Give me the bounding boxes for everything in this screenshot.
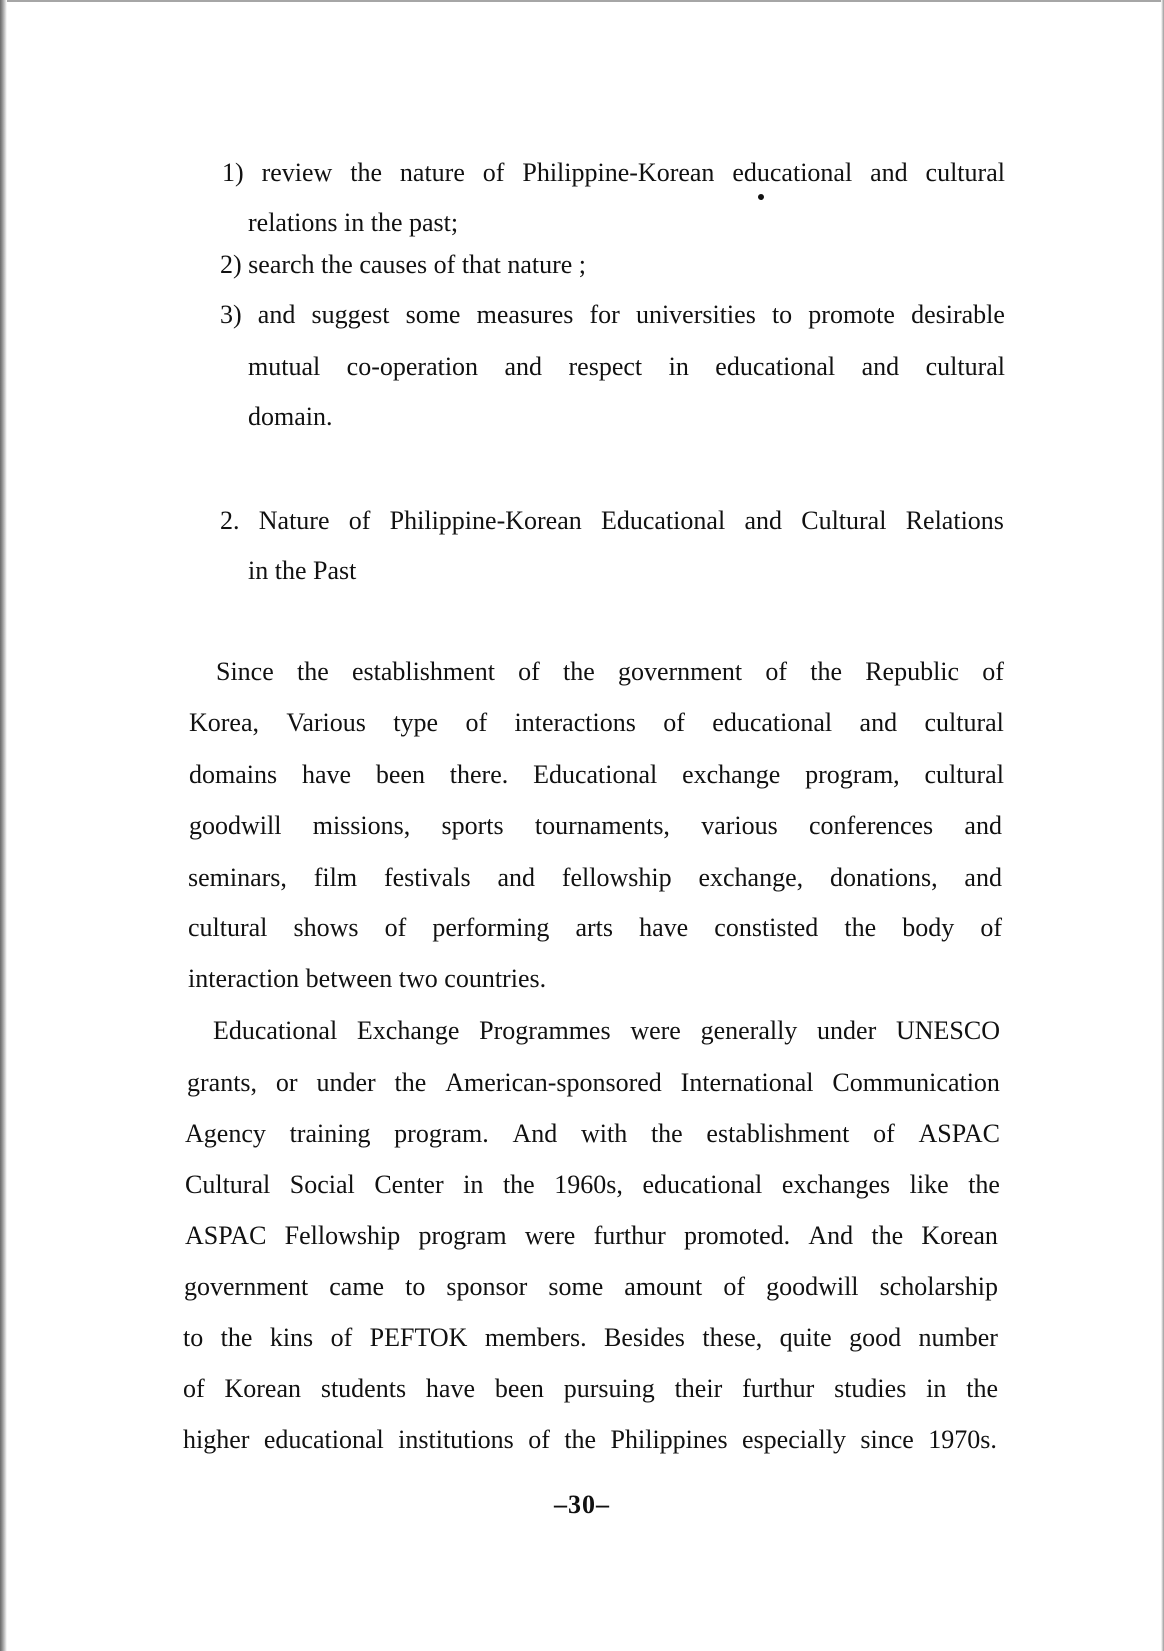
word: of [384,913,407,942]
word: educational [263,1425,384,1454]
word: Korean [921,1221,998,1250]
word: constisted [714,913,819,942]
word: under [316,1068,376,1097]
word: and [744,506,782,535]
word: cultural [188,913,268,942]
word: the [350,158,382,187]
word: film [313,863,358,892]
word: studies [834,1374,907,1403]
word: Exchange [356,1016,460,1045]
word: body [902,913,955,942]
section-heading-line-1 [220,506,1004,536]
word: in [668,352,689,381]
paragraph-2-line [185,1170,1000,1200]
word: Republic [865,657,960,686]
word: cultural [925,352,1005,381]
word: the [296,657,329,686]
word: 1970s. [928,1425,997,1454]
word: the [563,657,595,686]
word: Educational [601,506,726,535]
word: Social [289,1170,355,1199]
list-item-1-line-1 [222,158,1005,188]
word: and [859,708,898,737]
word: exchanges [781,1170,891,1199]
word: seminars, [188,863,287,892]
word: the [394,1068,427,1097]
word: educational [642,1170,763,1199]
word: especially [742,1425,846,1454]
paragraph-1-line [189,760,1004,790]
word: the [871,1221,904,1250]
word: Cultural [185,1170,271,1199]
word: of [528,1425,550,1454]
section-heading-line-2: in the Past [248,556,357,585]
word: to [771,300,793,329]
list-item-3-line-2 [248,352,1005,382]
word: grants, [187,1068,258,1097]
word: quite [779,1323,832,1352]
paragraph-2-line [185,1221,998,1251]
word: government [184,1272,309,1301]
word: UNESCO [895,1016,1000,1045]
word: and [504,352,543,381]
word: to [183,1323,204,1352]
word: good [849,1323,902,1352]
word: Since [216,657,274,686]
word: domains [189,760,278,789]
word: Besides [604,1323,685,1352]
word: establishment [351,657,495,686]
word: cultural [925,158,1005,187]
paragraph-1-line [188,913,1002,943]
word: And [512,1119,558,1148]
word: Communication [832,1068,1000,1097]
word: cultural [924,708,1004,737]
word: have [301,760,352,789]
word: Educational [533,760,658,789]
page-number: –30– [554,1490,610,1519]
word: review [261,158,333,187]
word: the [220,1323,253,1352]
paragraph-1-line [216,657,1004,687]
word: ASPAC [918,1119,1000,1148]
word: type [393,708,439,737]
word: their [674,1374,723,1403]
paragraph-2-line [187,1068,1000,1098]
word: furthur [593,1221,666,1250]
word: program, [805,760,900,789]
word: of [765,657,788,686]
list-item-1-line-2: relations in the past; [248,208,459,237]
word: American-sponsored [445,1068,662,1097]
list-item-2-line-1: 2) search the causes of that nature ; [220,250,587,279]
word: were [524,1221,576,1250]
word: in [463,1170,484,1199]
word: sponsor [446,1272,528,1301]
list-item-3-line-1 [220,300,1005,330]
word: goodwill [766,1272,859,1301]
word: of [873,1119,895,1148]
paragraph-2-line [183,1323,998,1353]
word: mutual [248,352,321,381]
word: been [375,760,425,789]
word: Korean [224,1374,302,1403]
word: performing [432,913,550,942]
word: scholarship [879,1272,998,1301]
paragraph-2-line [183,1425,997,1455]
word: 1) [222,158,244,187]
word: higher [183,1425,250,1454]
word: of [982,657,1004,686]
word: exchange, [698,863,804,892]
word: Educational [213,1016,338,1045]
word: 3) [220,300,242,329]
word: of [330,1323,353,1352]
word: desirable [911,300,1005,329]
word: PEFTOK [369,1323,468,1352]
word: some [405,300,461,329]
word: Various [286,708,366,737]
word: with [580,1119,628,1148]
word: the [502,1170,535,1199]
word: Korea, [189,708,260,737]
word: Philippine-Korean [522,158,715,187]
word: Center [374,1170,444,1199]
paragraph-1-line [189,708,1004,738]
word: of [465,708,488,737]
word: tournaments, [534,811,670,840]
word: for [589,300,620,329]
word: and [964,863,1002,892]
word: some [548,1272,604,1301]
word: nature [399,158,465,187]
word: the [844,913,877,942]
word: under [817,1016,877,1045]
word: government [617,657,743,686]
word: there. [449,760,509,789]
word: and [870,158,908,187]
word: Nature [258,506,330,535]
word: 1960s, [554,1170,623,1199]
word: and [257,300,296,329]
word: cultural [924,760,1004,789]
word: institutions [398,1425,514,1454]
word: program [418,1221,507,1250]
word: of [980,913,1002,942]
word: donations, [829,863,938,892]
word: conferences [809,811,934,840]
word: kins [269,1323,314,1352]
word: International [680,1068,814,1097]
word: and [861,352,900,381]
word: And [808,1221,854,1250]
word: 2. [220,506,240,535]
word: Philippines [610,1425,728,1454]
paragraph-1-line [188,863,1002,893]
word: in [926,1374,947,1403]
paragraph-1-line: interaction between two countries. [188,964,547,993]
word: and [497,863,535,892]
paragraph-2-line [185,1119,1000,1149]
word: of [348,506,371,535]
word: number [918,1323,998,1352]
word: co-operation [346,352,479,381]
word: of [723,1272,746,1301]
word: Philippine-Korean [389,506,582,535]
list-item-3-line-3: domain. [248,402,333,431]
word: have [639,913,689,942]
paragraph-1-line [189,811,1002,841]
word: were [630,1016,681,1045]
word: training [289,1119,371,1148]
word: the [564,1425,597,1454]
word: program. [394,1119,489,1148]
word: various [701,811,778,840]
word: the [966,1374,998,1403]
word: measures [476,300,574,329]
word: universities [635,300,756,329]
word: shows [293,913,359,942]
word: Fellowship [284,1221,401,1250]
word: educational [732,158,853,187]
word: ASPAC [185,1221,267,1250]
word: of [183,1374,205,1403]
word: missions, [312,811,411,840]
word: to [405,1272,426,1301]
paragraph-2-line [184,1272,998,1302]
word: students [320,1374,407,1403]
word: the [968,1170,1000,1199]
word: exchange [682,760,781,789]
word: educational [712,708,833,737]
word: arts [575,913,613,942]
word: respect [568,352,643,381]
word: establishment [706,1119,850,1148]
word: of [482,158,505,187]
word: furthur [742,1374,815,1403]
word: educational [715,352,836,381]
word: and [964,811,1002,840]
word: the [810,657,842,686]
word: since [860,1425,914,1454]
word: or [275,1068,298,1097]
word: promoted. [684,1221,791,1250]
word: suggest [311,300,390,329]
word: generally [700,1016,798,1045]
page-left-edge [0,0,7,1651]
word: sports [441,811,504,840]
page-top-edge [0,0,1164,2]
word: of [663,708,685,737]
word: these, [702,1323,763,1352]
word: been [494,1374,544,1403]
ink-dot-mark [758,194,764,200]
word: of [518,657,540,686]
word: promote [808,300,895,329]
paragraph-2-line [213,1016,1000,1046]
word: have [425,1374,475,1403]
word: goodwill [189,811,282,840]
word: the [650,1119,683,1148]
word: amount [624,1272,703,1301]
word: like [909,1170,949,1199]
word: fellowship [561,863,672,892]
paragraph-2-line [183,1374,998,1404]
word: members. [484,1323,587,1352]
word: Programmes [479,1016,611,1045]
word: festivals [383,863,471,892]
word: Cultural [801,506,887,535]
word: Relations [905,506,1004,535]
word: came [329,1272,385,1301]
word: pursuing [563,1374,655,1403]
word: Agency [185,1119,266,1148]
word: interactions [514,708,636,737]
